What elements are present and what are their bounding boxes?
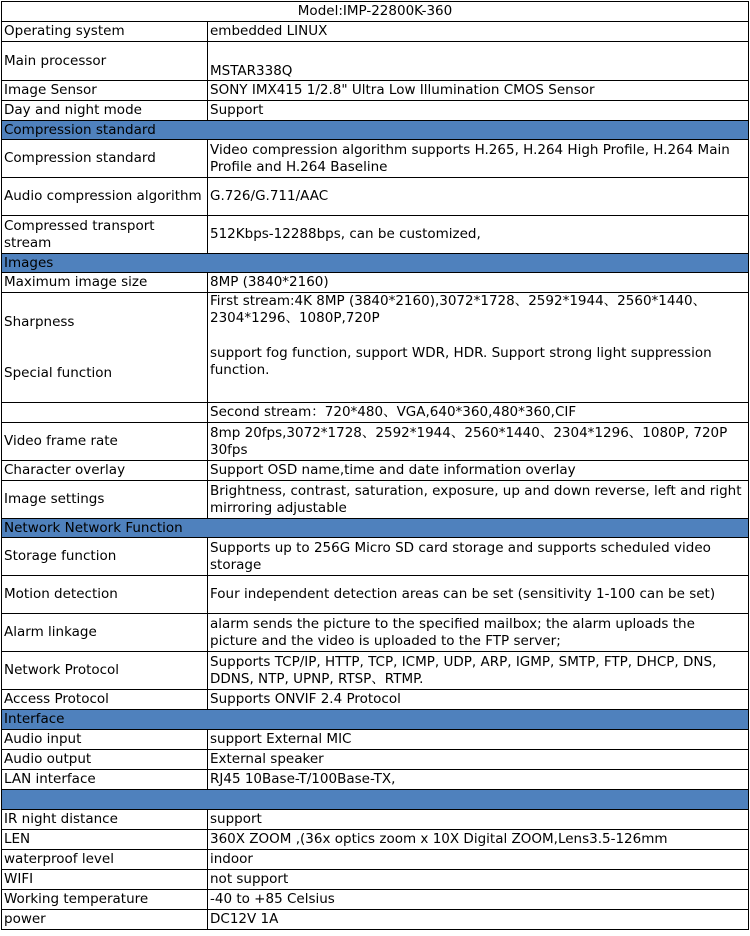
value-transport: 512Kbps-12288bps, can be customized, <box>208 216 749 254</box>
row-sensor <box>2 81 749 101</box>
label-wifi: WIFI <box>2 870 208 890</box>
label-processor: Main processor <box>2 42 208 81</box>
value-wifi: not support <box>208 870 749 890</box>
value-len: 360X ZOOM ,(36x optics zoom x 10X Digital ZOOM,Lens3.5-126mm <box>208 830 749 850</box>
row-frame-rate <box>2 423 749 461</box>
row-transport <box>2 216 749 254</box>
label-compression: Compression standard <box>2 140 208 178</box>
model-title: Model:IMP-22800K-360 <box>2 2 749 22</box>
value-storage: Supports up to 256G Micro SD card storage and supports scheduled video storage <box>208 538 749 576</box>
label-audio-compression: Audio compression algorithm <box>2 178 208 216</box>
row-max-size <box>2 273 749 293</box>
section-blank <box>2 790 749 810</box>
label-power: power <box>2 910 208 930</box>
section-images <box>2 254 749 273</box>
label-second-stream <box>2 403 208 423</box>
label-max-size: Maximum image size <box>2 273 208 293</box>
label-lan: LAN interface <box>2 770 208 790</box>
row-temp <box>2 890 749 910</box>
row-compression <box>2 140 749 178</box>
section-network-label: Network Network Function <box>2 519 749 538</box>
label-alarm: Alarm linkage <box>2 614 208 652</box>
value-waterproof: indoor <box>208 850 749 870</box>
label-net-protocol: Network Protocol <box>2 652 208 690</box>
label-sharpness: Sharpness <box>4 313 75 330</box>
row-audio-in <box>2 730 749 750</box>
section-compression-label: Compression standard <box>2 121 749 140</box>
value-alarm: alarm sends the picture to the specified mailbox; the alarm uploads the picture and the video is uploaded to the FTP server; <box>208 614 749 652</box>
row-image-settings <box>2 481 749 519</box>
row-processor <box>2 42 749 81</box>
label-audio-out: Audio output <box>2 750 208 770</box>
spec-table <box>1 1 749 930</box>
row-motion <box>2 576 749 614</box>
value-overlay: Support OSD name,time and date information overlay <box>208 461 749 481</box>
value-audio-in: support External MIC <box>208 730 749 750</box>
label-os: Operating system <box>2 22 208 42</box>
value-sharpness: First stream:4K 8MP (3840*2160),3072*1728、2592*1944、2560*1440、2304*1296、1080P,720P <box>210 293 707 326</box>
row-access <box>2 690 749 710</box>
row-overlay <box>2 461 749 481</box>
section-interface <box>2 710 749 730</box>
row-daynight <box>2 101 749 121</box>
label-waterproof: waterproof level <box>2 850 208 870</box>
value-processor: MSTAR338Q <box>208 42 749 81</box>
section-interface-label: Interface <box>2 710 749 730</box>
value-net-protocol: Supports TCP/IP, HTTP, TCP, ICMP, UDP, ARP, IGMP, SMTP, FTP, DHCP, DNS, DDNS, NTP, UPNP, RTSP、RTMP. <box>208 652 749 690</box>
label-daynight: Day and night mode <box>2 101 208 121</box>
row-len <box>2 830 749 850</box>
value-compression: Video compression algorithm supports H.265, H.264 High Profile, H.264 Main Profile and H.264 Baseline <box>208 140 749 178</box>
value-temp: -40 to +85 Celsius <box>208 890 749 910</box>
value-second-stream: Second stream：720*480、VGA,640*360,480*360,CIF <box>208 403 749 423</box>
row-power <box>2 910 749 930</box>
row-ir <box>2 810 749 830</box>
value-max-size: 8MP (3840*2160) <box>208 273 749 293</box>
value-cell-sharpness-special <box>208 293 749 403</box>
row-audio-out <box>2 750 749 770</box>
value-os: embedded LINUX <box>208 22 749 42</box>
row-net-protocol <box>2 652 749 690</box>
value-audio-compression: G.726/G.711/AAC <box>208 178 749 216</box>
value-frame-rate: 8mp 20fps,3072*1728、2592*1944、2560*1440、2304*1296、1080P, 720P 30fps <box>208 423 749 461</box>
value-access: Supports ONVIF 2.4 Protocol <box>208 690 749 710</box>
value-power: DC12V 1A <box>208 910 749 930</box>
value-sensor: SONY IMX415 1/2.8" Ultra Low Illumination CMOS Sensor <box>208 81 749 101</box>
section-compression <box>2 121 749 140</box>
row-alarm <box>2 614 749 652</box>
section-network <box>2 519 749 538</box>
value-lan: RJ45 10Base-T/100Base-TX, <box>208 770 749 790</box>
label-cell-sharpness-special <box>2 293 208 403</box>
label-access: Access Protocol <box>2 690 208 710</box>
row-sharpness-special <box>2 293 749 403</box>
value-image-settings: Brightness, contrast, saturation, exposure, up and down reverse, left and right mirroring adjustable <box>208 481 749 519</box>
row-wifi <box>2 870 749 890</box>
label-transport: Compressed transport stream <box>2 216 208 254</box>
value-ir: support <box>208 810 749 830</box>
row-os <box>2 22 749 42</box>
value-motion: Four independent detection areas can be set (sensitivity 1-100 can be set) <box>208 576 749 614</box>
label-overlay: Character overlay <box>2 461 208 481</box>
label-ir: IR night distance <box>2 810 208 830</box>
row-second-stream <box>2 403 749 423</box>
spec-sheet <box>1 1 748 930</box>
label-special: Special function <box>4 364 113 381</box>
row-storage <box>2 538 749 576</box>
value-audio-out: External speaker <box>208 750 749 770</box>
row-audio-compression <box>2 178 749 216</box>
row-lan <box>2 770 749 790</box>
section-images-label: Images <box>2 254 749 273</box>
value-special: support fog function, support WDR, HDR. Support strong light suppression function. <box>210 345 712 378</box>
label-image-settings: Image settings <box>2 481 208 519</box>
label-frame-rate: Video frame rate <box>2 423 208 461</box>
label-storage: Storage function <box>2 538 208 576</box>
label-temp: Working temperature <box>2 890 208 910</box>
label-sensor: Image Sensor <box>2 81 208 101</box>
label-len: LEN <box>2 830 208 850</box>
title-row <box>2 2 749 22</box>
label-motion: Motion detection <box>2 576 208 614</box>
row-waterproof <box>2 850 749 870</box>
label-audio-in: Audio input <box>2 730 208 750</box>
value-daynight: Support <box>208 101 749 121</box>
section-blank-label <box>2 790 749 810</box>
